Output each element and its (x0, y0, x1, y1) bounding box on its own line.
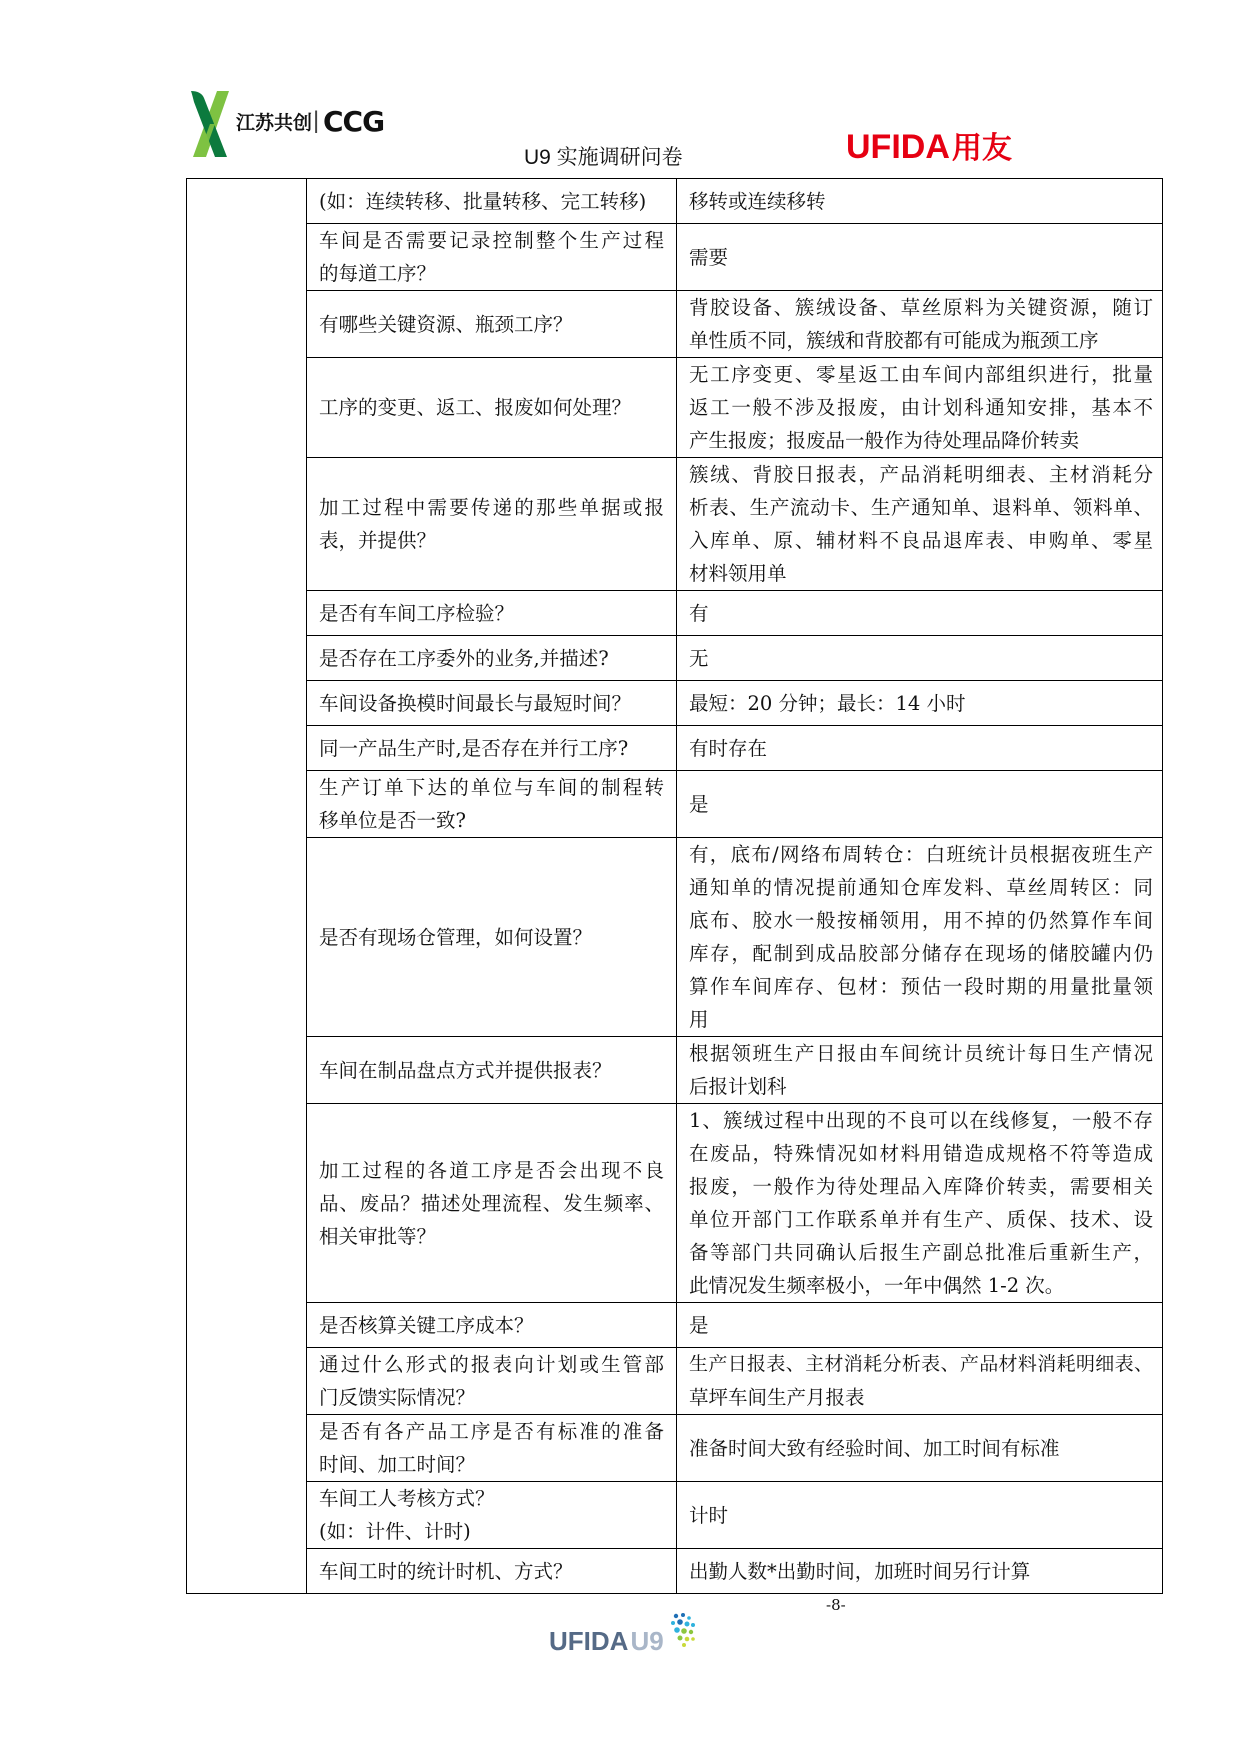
question-cell (307, 591, 677, 636)
question-line: 车间工时的统计时机、方式？ (319, 1559, 573, 1583)
question-line: 的每道工序？ (319, 262, 437, 285)
table-row (187, 224, 1163, 291)
answer-cell (677, 636, 1163, 681)
ufida-logo (846, 127, 1012, 174)
answer-cell (677, 681, 1163, 726)
answer-cell (677, 179, 1163, 224)
answer-line: 产生报废；报废品一般作为待处理品降价转卖 (689, 429, 1080, 452)
question-line: 车间设备换模时间最长与最短时间？ (319, 691, 632, 715)
answer-cell (677, 1549, 1163, 1594)
ufida-u9-logo (549, 1626, 664, 1656)
question-line: 是否有现场仓管理，如何设置？ (319, 925, 593, 949)
answer-line: 入库单、原、辅材料不良品退库表、申购单、零星 (689, 529, 1153, 552)
ufida-logo-cjk: 用友 (951, 132, 1012, 165)
question-line: 是否有各产品工序是否有标准的准备 (319, 1420, 664, 1443)
table-row (187, 1037, 1163, 1104)
answer-line: 返工一般不涉及报废，由计划科通知安排，基本不 (689, 396, 1153, 419)
question-cell (307, 1303, 677, 1348)
questionnaire-body (187, 179, 1163, 1594)
question-cell (307, 636, 677, 681)
answer-cell (677, 1348, 1163, 1415)
questionnaire-table (186, 178, 1163, 1594)
question-line: 生产订单下达的单位与车间的制程转 (319, 776, 664, 799)
question-line: 工序的变更、返工、报废如何处理？ (319, 396, 632, 419)
answer-line: 最短：20 分钟；最长：14 小时 (689, 691, 966, 715)
table-row (187, 1348, 1163, 1415)
answer-line: 出勤人数*出勤时间，加班时间另行计算 (689, 1559, 1031, 1583)
answer-line: 材料领用单 (689, 562, 787, 585)
answer-cell (677, 358, 1163, 458)
answer-line: 库存，配制到成品胶部分储存在现场的储胶罐内仍 (689, 942, 1153, 965)
question-line: 同一产品生产时,是否存在并行工序? (319, 736, 629, 760)
question-line: 车间工人考核方式？ (319, 1487, 495, 1510)
question-line: 加工过程的各道工序是否会出现不良 (319, 1158, 664, 1182)
answer-line: 是 (689, 1313, 709, 1337)
answer-line: 需要 (689, 245, 729, 269)
answer-line: 计时 (689, 1503, 729, 1527)
answer-line: 簇绒、背胶日报表，产品消耗明细表、主材消耗分 (689, 463, 1153, 486)
answer-line: 单性质不同，簇绒和背胶都有可能成为瓶颈工序 (689, 329, 1099, 352)
question-cell (307, 1549, 677, 1594)
answer-cell (677, 1104, 1163, 1303)
table-row (187, 458, 1163, 591)
u9-dots-icon (667, 1612, 697, 1652)
table-row (187, 358, 1163, 458)
table-row (187, 726, 1163, 771)
answer-line: 用 (689, 1008, 709, 1031)
answer-line: 底布、胶水一般按桶领用，用不掉的仍然算作车间 (689, 909, 1153, 932)
question-line: 时间、加工时间？ (319, 1453, 476, 1476)
u9-logo-product: U9 (630, 1626, 664, 1656)
section-cell (187, 179, 307, 1594)
answer-line: 后报计划科 (689, 1075, 787, 1098)
table-row (187, 1415, 1163, 1482)
table-row (187, 1104, 1163, 1303)
answer-cell (677, 291, 1163, 358)
question-line: 表，并提供？ (319, 529, 437, 552)
question-cell (307, 726, 677, 771)
question-cell (307, 224, 677, 291)
question-line: 通过什么形式的报表向计划或生管部 (319, 1353, 664, 1376)
answer-line: 无工序变更、零星返工由车间内部组织进行，批量 (689, 363, 1153, 386)
answer-line: 有 (689, 601, 709, 625)
answer-cell (677, 1037, 1163, 1104)
question-line: 是否核算关键工序成本？ (319, 1313, 534, 1337)
question-line: (如：连续转移、批量转移、完工转移) (319, 189, 647, 213)
answer-line: 此情况发生频率极小，一年中偶然 1-2 次。 (689, 1274, 1065, 1297)
ccg-logo-name: 江苏共创 (236, 112, 313, 134)
question-line: 是否存在工序委外的业务,并描述? (319, 646, 609, 670)
answer-line: 根据领班生产日报由车间统计员统计每日生产情况 (689, 1042, 1153, 1065)
question-cell (307, 1104, 677, 1303)
answer-line: 背胶设备、簇绒设备、草丝原料为关键资源，随订 (689, 296, 1153, 319)
page-number: -8- (826, 1596, 846, 1614)
answer-line: 1、簇绒过程中出现的不良可以在线修复，一般不存 (689, 1109, 1153, 1132)
answer-cell (677, 591, 1163, 636)
answer-line: 生产日报表、主材消耗分析表、产品材料消耗明细表、 (689, 1353, 1153, 1375)
question-cell (307, 681, 677, 726)
question-cell (307, 291, 677, 358)
answer-cell (677, 1482, 1163, 1549)
answer-line: 有，底布/网络布周转仓：白班统计员根据夜班生产 (689, 843, 1153, 866)
answer-cell (677, 1415, 1163, 1482)
question-line: 是否有车间工序检验？ (319, 601, 515, 625)
question-cell (307, 179, 677, 224)
table-row (187, 1482, 1163, 1549)
question-line: 门反馈实际情况？ (319, 1386, 476, 1409)
question-cell (307, 1415, 677, 1482)
ccg-logo-separator: | (313, 107, 320, 134)
question-cell (307, 1348, 677, 1415)
answer-line: 无 (689, 646, 709, 670)
answer-cell (677, 224, 1163, 291)
answer-cell (677, 771, 1163, 838)
question-line: 品、废品？描述处理流程、发生频率、 (319, 1191, 664, 1215)
question-line: 加工过程中需要传递的那些单据或报 (319, 496, 664, 519)
answer-cell (677, 458, 1163, 591)
answer-line: 通知单的情况提前通知仓库发料、草丝周转区：同 (689, 876, 1153, 899)
ccg-x-icon (190, 90, 230, 158)
table-row (187, 1303, 1163, 1348)
table-row (187, 636, 1163, 681)
question-cell (307, 1037, 677, 1104)
answer-line: 是 (689, 792, 709, 816)
answer-cell (677, 726, 1163, 771)
answer-line: 单位开部门工作联系单并有生产、质保、技术、设 (689, 1208, 1153, 1231)
answer-cell (677, 1303, 1163, 1348)
table-row (187, 771, 1163, 838)
question-line: 车间是否需要记录控制整个生产过程 (319, 229, 664, 252)
table-row (187, 179, 1163, 224)
question-line: 有哪些关键资源、瓶颈工序？ (319, 312, 573, 336)
answer-cell (677, 838, 1163, 1037)
ccg-logo-code: CCG (323, 105, 385, 138)
document-title: U9 实施调研问卷 (524, 146, 683, 169)
question-cell (307, 1482, 677, 1549)
answer-line: 有时存在 (689, 736, 768, 760)
question-line: 移单位是否一致? (319, 809, 466, 832)
question-line: 车间在制品盘点方式并提供报表？ (319, 1058, 612, 1082)
question-cell (307, 771, 677, 838)
answer-line: 移转或连续移转 (689, 189, 826, 213)
ufida-logo-latin: UFIDA (846, 128, 950, 166)
answer-line: 析表、生产流动卡、生产通知单、退料单、领料单、 (689, 496, 1153, 519)
answer-line: 备等部门共同确认后报生产副总批准后重新生产， (689, 1241, 1153, 1264)
answer-line: 在废品，特殊情况如材料用错造成规格不符等造成 (689, 1142, 1153, 1165)
answer-line: 报废，一般作为待处理品入库降价转卖，需要相关 (689, 1175, 1153, 1198)
table-row (187, 838, 1163, 1037)
answer-line: 算作车间库存、包材：预估一段时期的用量批量领 (689, 975, 1153, 998)
table-row (187, 681, 1163, 726)
table-row (187, 1549, 1163, 1594)
table-row (187, 291, 1163, 358)
question-cell (307, 358, 677, 458)
u9-logo-brand: UFIDA (549, 1626, 629, 1656)
question-cell (307, 458, 677, 591)
question-line: (如：计件、计时) (319, 1520, 471, 1543)
question-cell (307, 838, 677, 1037)
question-line: 相关审批等？ (319, 1224, 437, 1248)
answer-line: 准备时间大致有经验时间、加工时间有标准 (689, 1436, 1060, 1460)
answer-line: 草坪车间生产月报表 (689, 1386, 865, 1409)
table-row (187, 591, 1163, 636)
